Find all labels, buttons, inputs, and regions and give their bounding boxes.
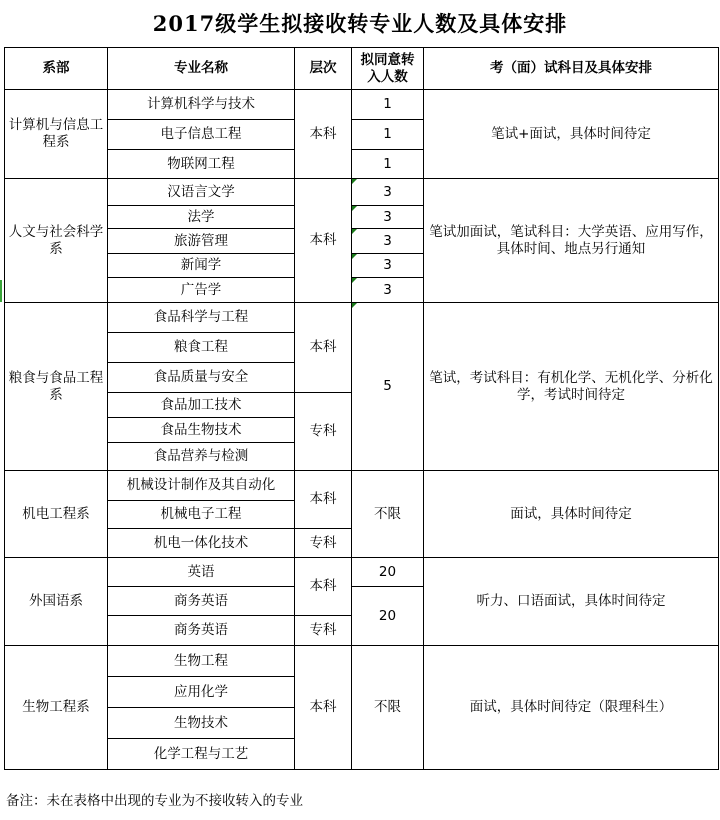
major-cell: 食品科学与工程 — [108, 303, 295, 333]
header-major: 专业名称 — [108, 48, 295, 90]
major-cell: 广告学 — [108, 278, 295, 303]
dept-cell: 计算机与信息工程系 — [5, 90, 108, 179]
table-row — [5, 179, 719, 206]
major-cell: 生物技术 — [108, 708, 295, 739]
count-cell: 不限 — [352, 646, 424, 770]
major-cell: 商务英语 — [108, 616, 295, 646]
level-cell: 专科 — [295, 529, 352, 558]
major-cell: 计算机科学与技术 — [108, 90, 295, 120]
major-cell: 食品质量与安全 — [108, 363, 295, 393]
major-cell: 食品加工技术 — [108, 393, 295, 418]
count-cell — [352, 303, 424, 471]
major-cell: 食品生物技术 — [108, 418, 295, 443]
count-cell: 20 — [352, 558, 424, 587]
major-cell: 英语 — [108, 558, 295, 587]
count-cell — [352, 206, 424, 229]
header-row — [5, 48, 719, 90]
cell-selection-edge — [0, 280, 2, 302]
comment-marker — [352, 254, 357, 259]
major-cell: 应用化学 — [108, 677, 295, 708]
comment-marker — [352, 179, 357, 184]
major-cell: 法学 — [108, 206, 295, 229]
comment-marker — [352, 303, 357, 308]
count-cell: 1 — [352, 90, 424, 120]
count-cell: 1 — [352, 150, 424, 179]
arrangement-cell: 笔试，考试科目：有机化学、无机化学、分析化学，考试时间待定 — [424, 303, 719, 471]
major-cell: 商务英语 — [108, 587, 295, 616]
dept-cell: 机电工程系 — [5, 471, 108, 558]
count-cell — [352, 254, 424, 278]
level-cell: 本科 — [295, 179, 352, 303]
count-cell: 不限 — [352, 471, 424, 558]
level-cell: 专科 — [295, 393, 352, 471]
footnote: 备注：未在表格中出现的专业为不接收转入的专业 — [6, 793, 303, 809]
transfer-table — [4, 47, 719, 770]
count-cell — [352, 229, 424, 254]
count-cell: 20 — [352, 587, 424, 646]
arrangement-cell: 面试，具体时间待定（限理科生） — [424, 646, 719, 770]
table-row — [5, 471, 719, 501]
major-cell: 机械设计制作及其自动化 — [108, 471, 295, 501]
level-cell: 本科 — [295, 646, 352, 770]
major-cell: 化学工程与工艺 — [108, 739, 295, 770]
level-cell: 本科 — [295, 303, 352, 393]
count-cell — [352, 179, 424, 206]
arrangement-cell: 面试，具体时间待定 — [424, 471, 719, 558]
count-cell — [352, 278, 424, 303]
dept-cell: 粮食与食品工程系 — [5, 303, 108, 471]
comment-marker — [352, 278, 357, 283]
level-cell: 本科 — [295, 471, 352, 529]
count-value: 3 — [383, 257, 392, 273]
major-cell: 机械电子工程 — [108, 501, 295, 529]
major-cell: 电子信息工程 — [108, 120, 295, 150]
major-cell: 食品营养与检测 — [108, 443, 295, 471]
table-row — [5, 90, 719, 120]
dept-cell: 外国语系 — [5, 558, 108, 646]
header-level: 层次 — [295, 48, 352, 90]
level-cell: 本科 — [295, 90, 352, 179]
major-cell: 新闻学 — [108, 254, 295, 278]
arrangement-cell: 听力、口语面试，具体时间待定 — [424, 558, 719, 646]
header-count: 拟同意转入人数 — [352, 48, 424, 90]
major-cell: 物联网工程 — [108, 150, 295, 179]
table-row — [5, 303, 719, 333]
major-cell: 汉语言文学 — [108, 179, 295, 206]
comment-marker — [352, 229, 357, 234]
count-cell: 1 — [352, 120, 424, 150]
header-dept: 系部 — [5, 48, 108, 90]
level-cell: 专科 — [295, 616, 352, 646]
table-row — [5, 646, 719, 677]
major-cell: 粮食工程 — [108, 333, 295, 363]
page-title: 2017级学生拟接收转专业人数及具体安排 — [152, 11, 568, 36]
count-value: 5 — [383, 378, 392, 394]
major-cell: 旅游管理 — [108, 229, 295, 254]
comment-marker — [352, 206, 357, 211]
arrangement-cell: 笔试加面试，笔试科目：大学英语、应用写作，具体时间、地点另行通知 — [424, 179, 719, 303]
count-value: 3 — [383, 183, 392, 200]
arrangement-cell: 笔试+面试，具体时间待定 — [424, 90, 719, 179]
count-value: 3 — [383, 208, 392, 225]
level-cell: 本科 — [295, 558, 352, 616]
dept-cell: 人文与社会科学系 — [5, 179, 108, 303]
major-cell: 生物工程 — [108, 646, 295, 677]
major-cell: 机电一体化技术 — [108, 529, 295, 558]
table-row — [5, 558, 719, 587]
dept-cell: 生物工程系 — [5, 646, 108, 770]
count-value: 3 — [383, 281, 392, 298]
header-arrangement: 考（面）试科目及具体安排 — [424, 48, 719, 90]
count-value: 3 — [383, 232, 392, 249]
